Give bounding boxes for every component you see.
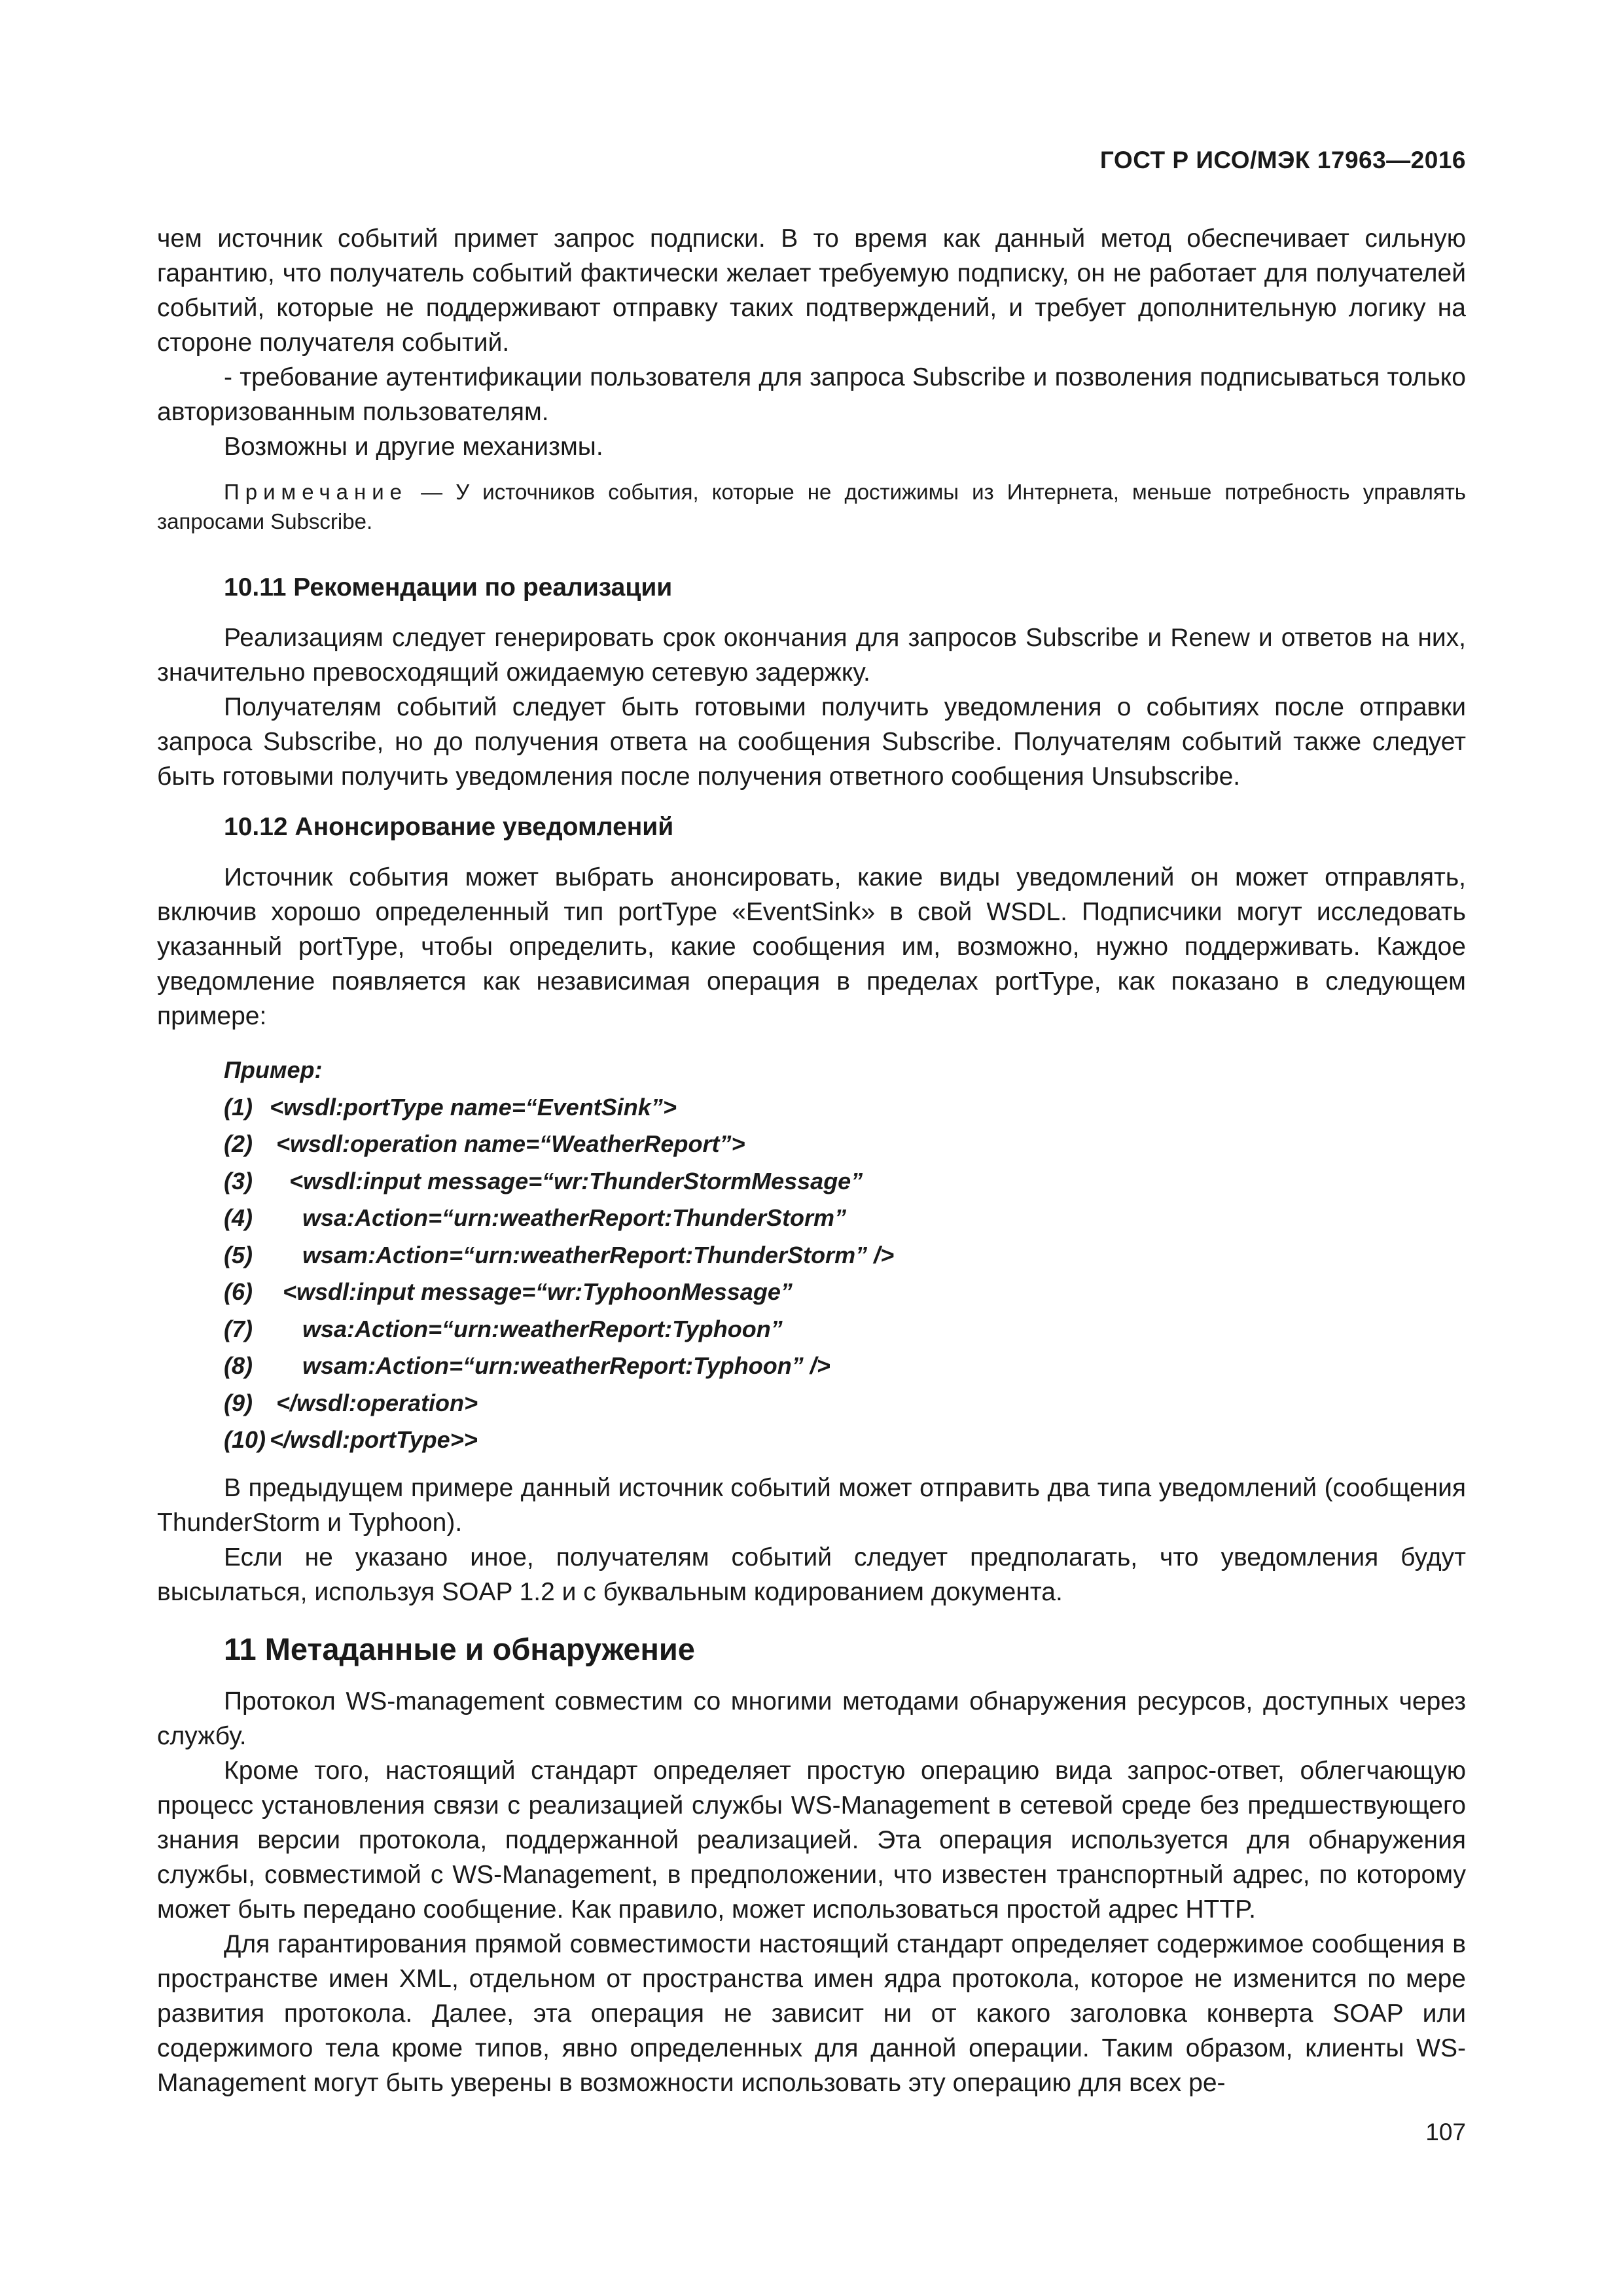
code-line — [224, 1126, 1466, 1163]
paragraph: Протокол WS-management совместим со многими методами обнаружения ресурсов, доступных через службу. — [157, 1687, 1466, 1750]
code-line — [224, 1422, 1466, 1459]
code-line — [224, 1274, 1466, 1311]
paragraph: Получателям событий следует быть готовыми получить уведомления о событиях после отправки запроса Subscribe, но до получения ответа на сообщения Subscribe. Получателям событий также следует быть готовыми получить уведомления после получения ответного сообщения Unsubscribe. — [157, 693, 1466, 791]
code-line-number: (5) — [224, 1241, 253, 1268]
code-line — [224, 1311, 1466, 1348]
document-header: ГОСТ Р ИСО/МЭК 17963—2016 — [1099, 147, 1466, 173]
example-label: Пример: — [224, 1056, 323, 1083]
code-line-text: <wsdl:input message=“wr:ThunderStormMessage” — [270, 1167, 863, 1194]
code-line-text: wsa:Action=“urn:weatherReport:Typhoon” — [270, 1315, 783, 1342]
code-line-number: (3) — [224, 1167, 253, 1194]
paragraph: Если не указано иное, получателям событий следует предполагать, что уведомления будут высылаться, используя SOAP 1.2 и с буквальным кодированием документа. — [157, 1543, 1466, 1606]
code-line — [224, 1163, 1466, 1200]
code-line-text: <wsdl:operation name=“WeatherReport”> — [270, 1130, 745, 1157]
paragraph: чем источник событий примет запрос подписки. В то время как данный метод обеспечивает сильную гарантию, что получатель событий фактически желает требуемую подписку, он не работает для получателей событий, которые не поддерживают отправку таких подтверждений, и требует дополнительную логику на стороне получателя событий. — [157, 224, 1466, 357]
code-line-number: (10) — [224, 1426, 266, 1453]
paragraph: Источник события может выбрать анонсировать, какие виды уведомлений он может отправлять, включив хорошо определенный тип portType «EventSink» в свой WSDL. Подписчики могут исследовать указанный portType, чтобы определить, какие сообщения им, возможно, нужно поддерживать. Каждое уведомление появляется как независимая операция в пределах portType, как показано в следующем примере: — [157, 863, 1466, 1030]
code-line-text: wsam:Action=“urn:weatherReport:Typhoon” /> — [270, 1352, 830, 1379]
code-line — [224, 1385, 1466, 1422]
paragraph: Кроме того, настоящий стандарт определяет простую операцию вида запрос-ответ, облегчающую процесс установления связи с реализацией службы WS-Management в сетевой среде без предшествующего знания версии протокола, поддержанной реализацией. Эта операция используется для обнаружения службы, совместимой с WS-Management, в предположении, что известен транспортный адрес, по которому может быть передано сообщение. Как правило, может использоваться простой адрес HTTP. — [157, 1756, 1466, 1924]
code-line-number: (4) — [224, 1204, 253, 1231]
code-line-text: <wsdl:portType name=“EventSink”> — [270, 1093, 677, 1121]
paragraph: В предыдущем примере данный источник событий может отправить два типа уведомлений (сообщения ThunderStorm и Typhoon). — [157, 1473, 1466, 1537]
code-line-number: (9) — [224, 1389, 253, 1416]
paragraph: Для гарантирования прямой совместимости настоящий стандарт определяет содержимое сообщения в пространстве имен XML, отдельном от пространства имен ядра протокола, которое не изменится по мере развития протокола. Далее, эта операция не зависит ни от какого заголовка конверта SOAP или содержимого тела кроме типов, явно определенных для данной операции. Таким образом, клиенты WS-Management могут быть уверены в возможности использовать эту операцию для всех ре- — [157, 1929, 1466, 2097]
section-heading-10-11: 10.11 Рекомендации по реализации — [224, 573, 673, 601]
code-line-text: wsa:Action=“urn:weatherReport:ThunderStorm” — [270, 1204, 847, 1231]
paragraph: Реализациям следует генерировать срок окончания для запросов Subscribe и Renew и ответов на них, значительно превосходящий ожидаемую сетевую задержку. — [157, 624, 1466, 687]
page-content — [157, 221, 1466, 2100]
code-line — [224, 1200, 1466, 1237]
code-line — [224, 1237, 1466, 1274]
code-line-text: </wsdl:operation> — [270, 1389, 478, 1416]
code-line-number: (7) — [224, 1315, 253, 1342]
note-text: — У источников события, которые не достижимы из Интернета, меньше потребность управлять запросами Subscribe. — [157, 480, 1466, 533]
note-label: Примечание — [224, 480, 408, 504]
code-line-number: (8) — [224, 1352, 253, 1379]
code-line-text: <wsdl:input message=“wr:TyphoonMessage” — [270, 1278, 793, 1305]
code-line — [224, 1348, 1466, 1385]
code-example — [224, 1052, 1466, 1459]
code-line-number: (1) — [224, 1093, 253, 1121]
code-line-number: (6) — [224, 1278, 253, 1305]
code-line-text: </wsdl:portType>> — [270, 1426, 478, 1453]
code-line-text: wsam:Action=“urn:weatherReport:ThunderStorm” /> — [270, 1241, 895, 1268]
code-line-number: (2) — [224, 1130, 253, 1157]
paragraph: Возможны и другие механизмы. — [224, 433, 603, 461]
note — [157, 477, 1466, 536]
section-heading-10-12: 10.12 Анонсирование уведомлений — [224, 813, 674, 841]
paragraph: - требование аутентификации пользователя для запроса Subscribe и позволения подписываться только авторизованным пользователям. — [157, 363, 1466, 426]
code-line — [224, 1089, 1466, 1126]
section-heading-11: 11 Метаданные и обнаружение — [224, 1631, 695, 1666]
page-number: 107 — [1425, 2119, 1466, 2145]
